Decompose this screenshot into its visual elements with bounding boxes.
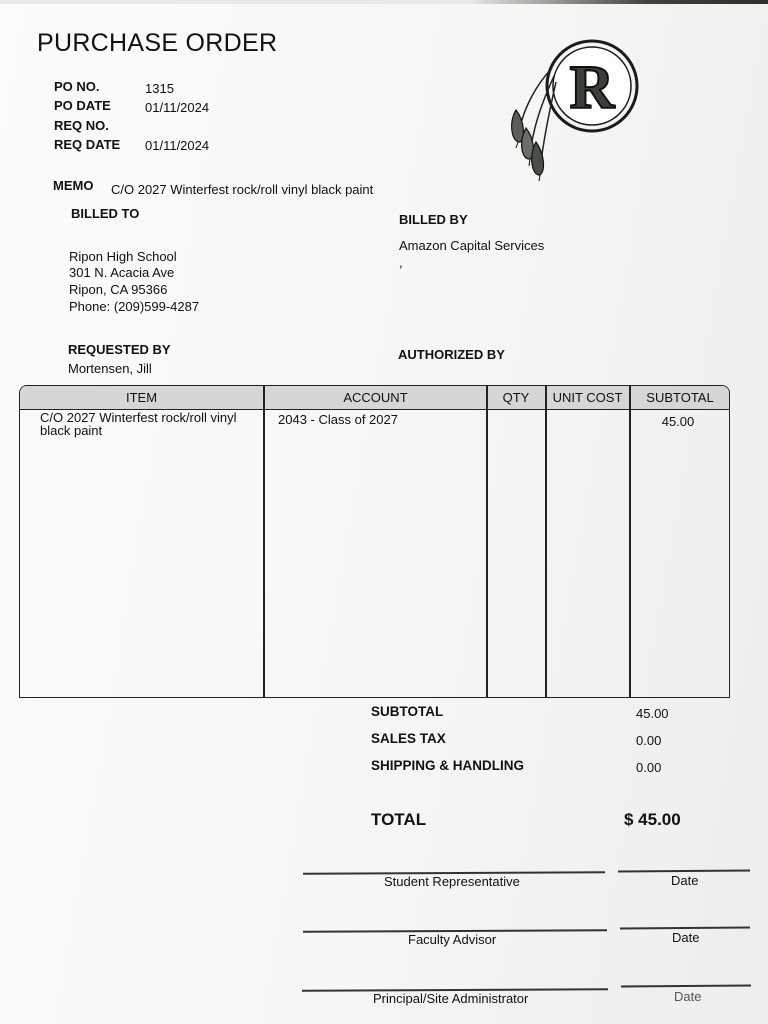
date-line [618,870,750,872]
billed-to-line: 301 N. Acacia Ave [69,265,175,280]
column-divider [545,386,547,697]
sales-tax-label: SALES TAX [371,731,446,746]
billed-by-label: BILLED BY [399,212,468,227]
sales-tax-value: 0.00 [636,733,662,748]
column-divider [629,386,631,697]
signature-role-principal-site-administrator: Principal/Site Administrator [373,991,529,1006]
column-header-account: ACCOUNT [343,390,408,405]
authorized-by-label: AUTHORIZED BY [398,347,505,362]
po-date-value: 01/11/2024 [145,100,210,115]
column-header-qty: QTY [502,390,530,405]
po-no-label: PO NO. [54,79,100,94]
column-header-unit-cost: UNIT COST [552,390,623,405]
po-date-label: PO DATE [54,98,111,113]
column-header-subtotal: SUBTOTAL [646,390,714,405]
billed-to-line: Phone: (209)599-4287 [69,299,200,314]
signature-date-label: Date [672,930,700,945]
table-header [20,386,729,410]
column-header-item: ITEM [125,390,158,405]
ripon-r-logo-with-feathers-icon [508,38,643,183]
table-row-account: 2043 - Class of 2027 [278,412,398,427]
shipping-label: SHIPPING & HANDLING [371,758,525,773]
line-items-table [19,385,730,698]
req-date-value: 01/11/2024 [145,138,210,153]
po-no-value: 1315 [145,81,174,96]
column-divider [486,386,488,697]
signature-role-faculty-advisor: Faculty Advisor [408,932,497,947]
signature-role-student-representative: Student Representative [384,874,520,889]
date-line [620,927,750,929]
table-row-item: C/O 2027 Winterfest rock/roll vinyl black paint [40,410,237,438]
memo-value: C/O 2027 Winterfest rock/roll vinyl black paint [111,182,374,197]
table-row-subtotal: 45.00 [661,414,695,429]
svg-text:R: R [569,54,615,122]
req-date-label: REQ DATE [54,137,121,152]
billed-by-name: Amazon Capital Services [399,238,545,253]
subtotal-label: SUBTOTAL [371,704,444,719]
billed-to-line: Ripon, CA 95366 [69,282,168,297]
total-label: TOTAL [371,810,427,829]
signature-date-label: Date [674,989,702,1004]
billed-to-label: BILLED TO [71,206,140,221]
page-title: PURCHASE ORDER [37,29,278,57]
memo-label: MEMO [53,178,94,193]
req-no-label: REQ NO. [54,118,109,133]
column-divider [263,386,265,697]
shipping-value: 0.00 [636,760,662,775]
requested-by-label: REQUESTED BY [68,342,171,357]
purchase-order-sheet [0,4,768,1024]
total-value: $ 45.00 [624,810,681,829]
billed-by-extra: , [399,255,403,270]
signature-date-label: Date [671,873,699,888]
requested-by-name: Mortensen, Jill [68,361,152,376]
date-line [621,985,751,987]
subtotal-value: 45.00 [636,706,669,721]
billed-to-line: Ripon High School [69,249,177,264]
